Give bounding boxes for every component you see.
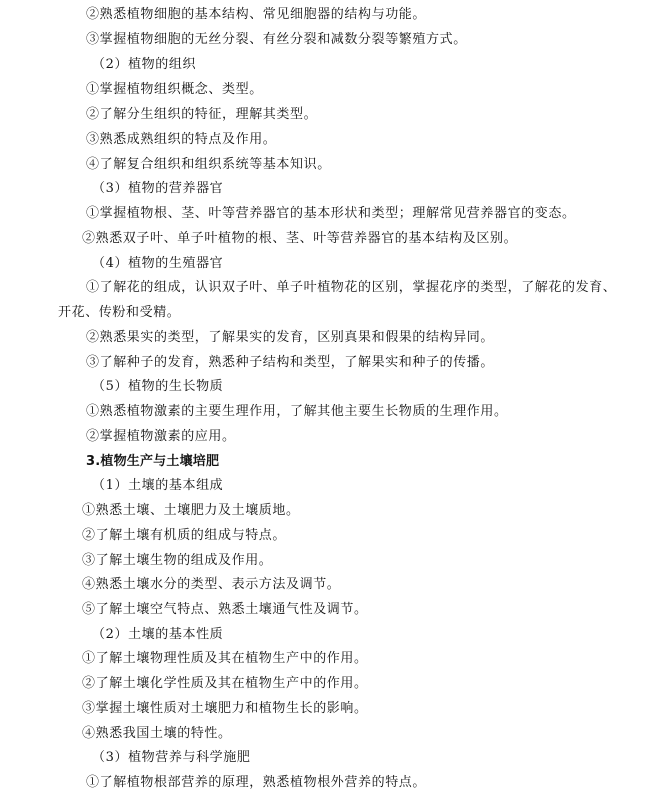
text-line: ③熟悉成熟组织的特点及作用。 — [86, 132, 277, 147]
text-line: ③了解种子的发育，熟悉种子结构和类型，了解果实和种子的传播。 — [86, 355, 495, 370]
text-line: ③掌握植物细胞的无丝分裂、有丝分裂和减数分裂等繁殖方式。 — [86, 32, 467, 47]
section-heading: （3）植物营养与科学施肥 — [92, 750, 251, 765]
text-line: ①熟悉植物激素的主要生理作用，了解其他主要生长物质的生理作用。 — [86, 404, 508, 419]
text-line: ②熟悉果实的类型，了解果实的发育，区别真果和假果的结构异同。 — [86, 330, 495, 345]
text-line: ③掌握土壤性质对土壤肥力和植物生长的影响。 — [82, 701, 368, 716]
section-heading: （2）土壤的基本性质 — [92, 627, 224, 642]
section-heading: （1）土壤的基本组成 — [92, 478, 224, 493]
chapter-heading: 3.植物生产与土壤培肥 — [86, 454, 220, 469]
text-line: ①了解植物根部营养的原理，熟悉植物根外营养的特点。 — [86, 775, 427, 790]
text-line: ③了解土壤生物的组成及作用。 — [82, 553, 273, 568]
text-line: ①熟悉土壤、土壤肥力及土壤质地。 — [82, 503, 300, 518]
text-line: ②掌握植物激素的应用。 — [86, 429, 236, 444]
section-heading: （5）植物的生长物质 — [92, 379, 224, 394]
text-line: ①了解花的组成，认识双子叶、单子叶植物花的区别，掌握花序的类型，了解花的发育、 — [86, 280, 617, 295]
text-line: ⑤了解土壤空气特点、熟悉土壤通气性及调节。 — [82, 602, 368, 617]
text-line: ②熟悉双子叶、单子叶植物的根、茎、叶等营养器官的基本结构及区别。 — [82, 231, 518, 246]
text-line: ①掌握植物根、茎、叶等营养器官的基本形状和类型；理解常见营养器官的变态。 — [86, 206, 576, 221]
section-heading: （3）植物的营养器官 — [92, 181, 224, 196]
text-line: ④熟悉土壤水分的类型、表示方法及调节。 — [82, 577, 341, 592]
text-line: ④了解复合组织和组织系统等基本知识。 — [86, 157, 331, 172]
text-line: ②了解土壤化学性质及其在植物生产中的作用。 — [82, 676, 368, 691]
text-line: ①掌握植物组织概念、类型。 — [86, 82, 263, 97]
text-line: ②了解土壤有机质的组成与特点。 — [82, 528, 287, 543]
text-line: ④熟悉我国土壤的特性。 — [82, 726, 232, 741]
section-heading: （2）植物的组织 — [92, 57, 197, 72]
text-line: ②了解分生组织的特征，理解其类型。 — [86, 107, 318, 122]
text-line: 开花、传粉和受精。 — [58, 305, 181, 320]
text-line: ①了解土壤物理性质及其在植物生产中的作用。 — [82, 651, 368, 666]
text-line: ②熟悉植物细胞的基本结构、常见细胞器的结构与功能。 — [86, 7, 427, 22]
section-heading: （4）植物的生殖器官 — [92, 256, 224, 271]
